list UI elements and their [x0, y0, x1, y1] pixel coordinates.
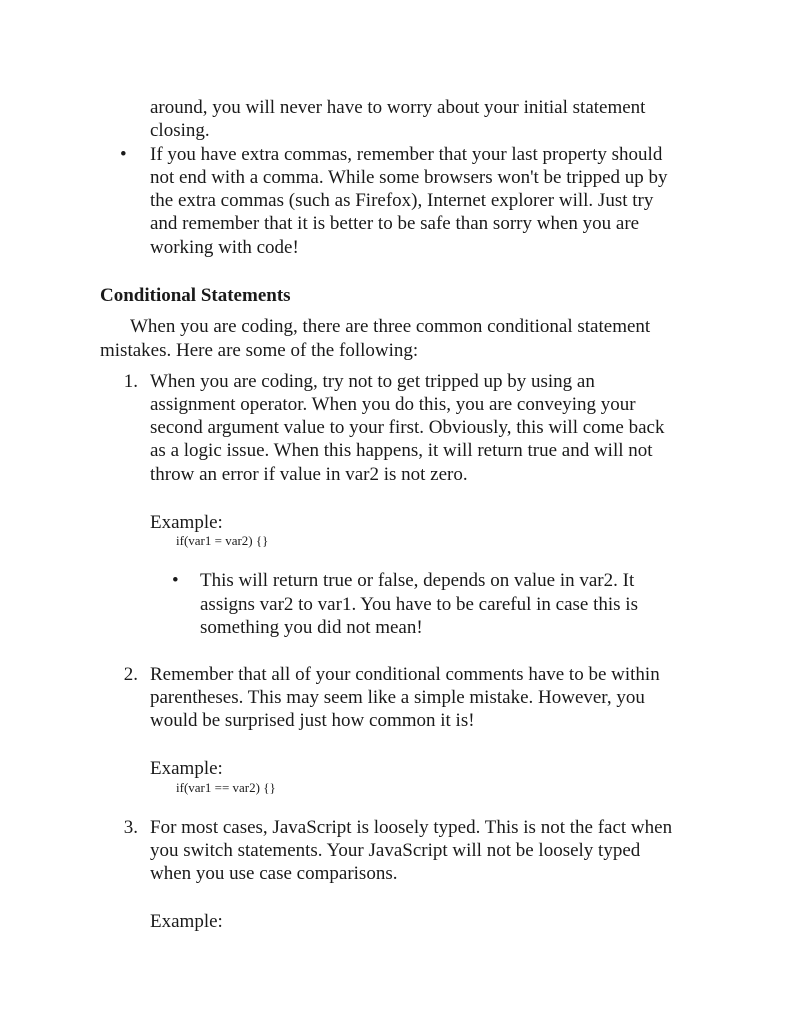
intro-line: When you are coding, there are three common conditional statement [130, 316, 651, 337]
sub-bullet-line: something you did not mean! [200, 617, 423, 638]
bullet-line: and remember that it is better to be safe than sorry when you are [150, 213, 640, 234]
paragraph-line: around, you will never have to worry about your initial statement [150, 97, 646, 118]
list-number: 1. [123, 371, 138, 392]
list-item-line: Remember that all of your conditional comments have to be within [150, 664, 660, 685]
bullet-line: working with code! [150, 237, 299, 258]
sub-bullet-line: This will return true or false, depends on value in var2. It [200, 570, 635, 591]
list-item-line: would be surprised just how common it is! [150, 710, 475, 731]
intro-line: mistakes. Here are some of the following: [100, 340, 419, 361]
list-item-line: when you use case comparisons. [150, 863, 398, 884]
bullet-line: the extra commas (such as Firefox), Internet explorer will. Just try [150, 190, 654, 211]
list-item-line: throw an error if value in var2 is not zero. [150, 464, 468, 485]
example-label: Example: [150, 911, 223, 932]
list-number: 2. [123, 664, 138, 685]
list-number: 3. [123, 817, 138, 838]
list-item-line: When you are coding, try not to get tripped up by using an [150, 371, 595, 392]
list-item-line: second argument value to your first. Obviously, this will come back [150, 417, 665, 438]
bullet-marker: • [120, 144, 127, 165]
list-item-line: assignment operator. When you do this, you are conveying your [150, 394, 636, 415]
list-item-line: For most cases, JavaScript is loosely typed. This is not the fact when [150, 817, 673, 838]
paragraph-line: closing. [150, 120, 210, 141]
list-item-line: as a logic issue. When this happens, it will return true and will not [150, 440, 653, 461]
sub-bullet-line: assigns var2 to var1. You have to be careful in case this is [200, 594, 638, 615]
example-label: Example: [150, 758, 223, 779]
bullet-line: not end with a comma. While some browsers won't be tripped up by [150, 167, 668, 188]
list-item-line: parentheses. This may seem like a simple mistake. However, you [150, 687, 645, 708]
list-item-line: you switch statements. Your JavaScript will not be loosely typed [150, 840, 641, 861]
code-example: if(var1 = var2) {} [176, 533, 269, 548]
bullet-line: If you have extra commas, remember that your last property should [150, 144, 663, 165]
section-heading: Conditional Statements [100, 285, 291, 306]
code-example: if(var1 == var2) {} [176, 780, 276, 795]
example-label: Example: [150, 512, 223, 533]
sub-bullet-marker: • [172, 570, 179, 591]
